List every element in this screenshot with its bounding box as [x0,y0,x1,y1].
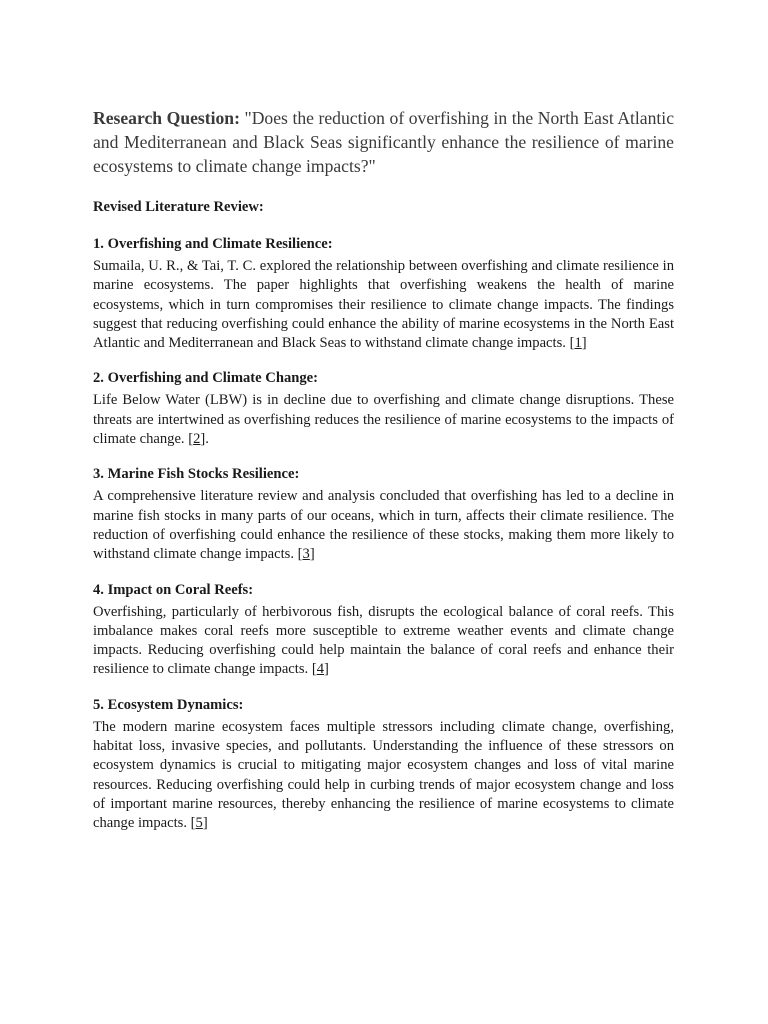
review-section-3 [93,465,674,564]
section-text: The modern marine ecosystem faces multiple stressors including climate change, overfishing, habitat loss, invasive species, and pollutants. Understanding the influence of these stressors on ecosystem dynamics is crucial to mitigating major ecosystem changes and loss of vital marine resources. Reducing overfishing could help in curbing trends of major ecosystem change and loss of important marine resources, thereby enhancing the resilience of marine ecosystems to climate change impacts. [ [93,718,674,832]
citation-link[interactable]: 4 [316,661,324,678]
research-question-label: Research Question: [93,108,240,128]
section-body [93,257,674,353]
section-text: Overfishing, particularly of herbivorous fish, disrupts the ecological balance of coral reefs. This imbalance makes coral reefs more susceptible to extreme weather events and climate change impacts. Reducing overfishing could help maintain the balance of coral reefs and enhance their resilience to climate change impacts. [ [93,603,674,678]
citation-close: ] [202,815,208,832]
section-title: 4. Impact on Coral Reefs: [93,581,254,598]
research-question-text: "Does the reduction of overfishing in the North East Atlantic and Mediterranean and Black Seas significantly enhance the resilience of marine ecosystems to climate change impacts?" [93,108,674,176]
section-body [93,391,674,449]
citation-close: ] [581,335,587,352]
citation-close: ] [323,661,329,678]
section-title: 5. Ecosystem Dynamics: [93,696,244,713]
section-body [93,487,674,564]
review-section-5 [93,696,674,834]
research-question [93,106,674,178]
section-title: 1. Overfishing and Climate Resilience: [93,236,333,252]
review-section-4 [93,581,674,680]
section-title: 3. Marine Fish Stocks Resilience: [93,466,300,483]
citation-close: ]. [200,431,209,448]
citation-close: ] [309,546,315,563]
section-body [93,603,674,680]
section-title: 2. Overfishing and Climate Change: [93,370,318,387]
section-text: A comprehensive literature review and analysis concluded that overfishing has led to a decline in marine fish stocks in many parts of our oceans, which in turn, affects their climate resilience. The reduction of overfishing could enhance the resilience of these stocks, making them more likely to withstand climate change impacts. [ [93,488,674,563]
literature-review-heading: Revised Literature Review: [93,199,264,215]
review-section-2 [93,369,674,449]
section-text: Life Below Water (LBW) is in decline due to overfishing and climate change disruptions. These threats are intertwined as overfishing reduces the resilience of marine ecosystems to the impacts of climate change. [ [93,392,674,448]
citation-link[interactable]: 2 [193,431,201,448]
review-section-1 [93,235,674,353]
citation-link[interactable]: 1 [574,335,582,352]
section-body [93,718,674,834]
citation-link[interactable]: 5 [195,815,203,832]
section-text: Sumaila, U. R., & Tai, T. C. explored the relationship between overfishing and climate resilience in marine ecosystems. The paper highlights that overfishing weakens the health of marine ecosystems, which in turn compromises their resilience to climate change impacts. The findings suggest that reducing overfishing could enhance the ability of marine ecosystems in the North East Atlantic and Mediterranean and Black Seas to withstand climate change impacts. [ [93,258,674,352]
citation-link[interactable]: 3 [302,546,310,563]
